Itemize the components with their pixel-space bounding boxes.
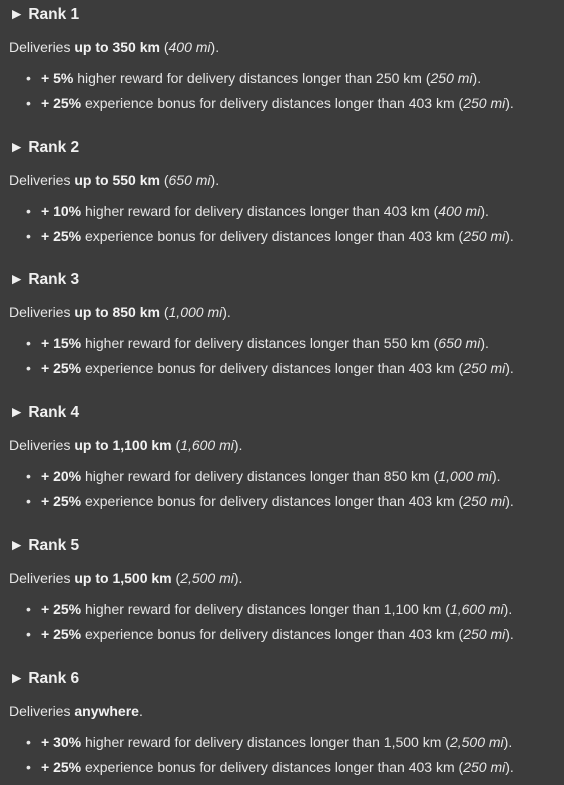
rank-range: Deliveries up to 850 km (1,000 mi). [9, 304, 231, 320]
bonus-list-item: • + 30% higher reward for delivery distances longer than 1,500 km (2,500 mi). [26, 734, 513, 750]
bullet-icon: • [26, 70, 31, 86]
rank-range: Deliveries anywhere. [9, 703, 143, 719]
bonus-list-item: • + 5% higher reward for delivery distances longer than 250 km (250 mi). [26, 70, 482, 86]
triangle-right-icon: ► [9, 537, 25, 554]
bullet-icon: • [26, 759, 31, 775]
rank-range: Deliveries up to 550 km (650 mi). [9, 172, 220, 188]
bullet-icon: • [26, 360, 31, 376]
triangle-right-icon: ► [9, 404, 25, 421]
bullet-icon: • [26, 734, 31, 750]
rank-title: ► Rank 2 [9, 139, 80, 156]
triangle-right-icon: ► [9, 6, 25, 23]
bullet-icon: • [26, 228, 31, 244]
rank-range: Deliveries up to 1,500 km (2,500 mi). [9, 570, 243, 586]
bullet-icon: • [26, 468, 31, 484]
bonus-list-item: • + 25% higher reward for delivery distances longer than 1,100 km (1,600 mi). [26, 601, 513, 617]
triangle-right-icon: ► [9, 271, 25, 288]
bullet-icon: • [26, 626, 31, 642]
bullet-icon: • [26, 203, 31, 219]
bonus-list-item: • + 25% experience bonus for delivery distances longer than 403 km (250 mi). [26, 360, 514, 376]
bullet-icon: • [26, 95, 31, 111]
rank-range: Deliveries up to 1,100 km (1,600 mi). [9, 437, 243, 453]
bullet-icon: • [26, 335, 31, 351]
bonus-list-item: • + 20% higher reward for delivery distances longer than 850 km (1,000 mi). [26, 468, 501, 484]
triangle-right-icon: ► [9, 139, 25, 156]
rank-title: ► Rank 4 [9, 404, 80, 421]
rank-title: ► Rank 5 [9, 537, 80, 554]
rank-title: ► Rank 3 [9, 271, 80, 288]
bonus-list-item: • + 25% experience bonus for delivery distances longer than 403 km (250 mi). [26, 228, 514, 244]
rank-range: Deliveries up to 350 km (400 mi). [9, 39, 220, 55]
bonus-list-item: • + 25% experience bonus for delivery distances longer than 403 km (250 mi). [26, 626, 514, 642]
bonus-list-item: • + 25% experience bonus for delivery distances longer than 403 km (250 mi). [26, 759, 514, 775]
bonus-list-item: • + 15% higher reward for delivery distances longer than 550 km (650 mi). [26, 335, 489, 351]
bonus-list-item: • + 25% experience bonus for delivery distances longer than 403 km (250 mi). [26, 95, 514, 111]
rank-title: ► Rank 1 [9, 6, 80, 23]
bonus-list-item: • + 25% experience bonus for delivery distances longer than 403 km (250 mi). [26, 493, 514, 509]
bullet-icon: • [26, 601, 31, 617]
bullet-icon: • [26, 493, 31, 509]
rank-title: ► Rank 6 [9, 670, 80, 687]
bonus-list-item: • + 10% higher reward for delivery distances longer than 403 km (400 mi). [26, 203, 489, 219]
triangle-right-icon: ► [9, 670, 25, 687]
